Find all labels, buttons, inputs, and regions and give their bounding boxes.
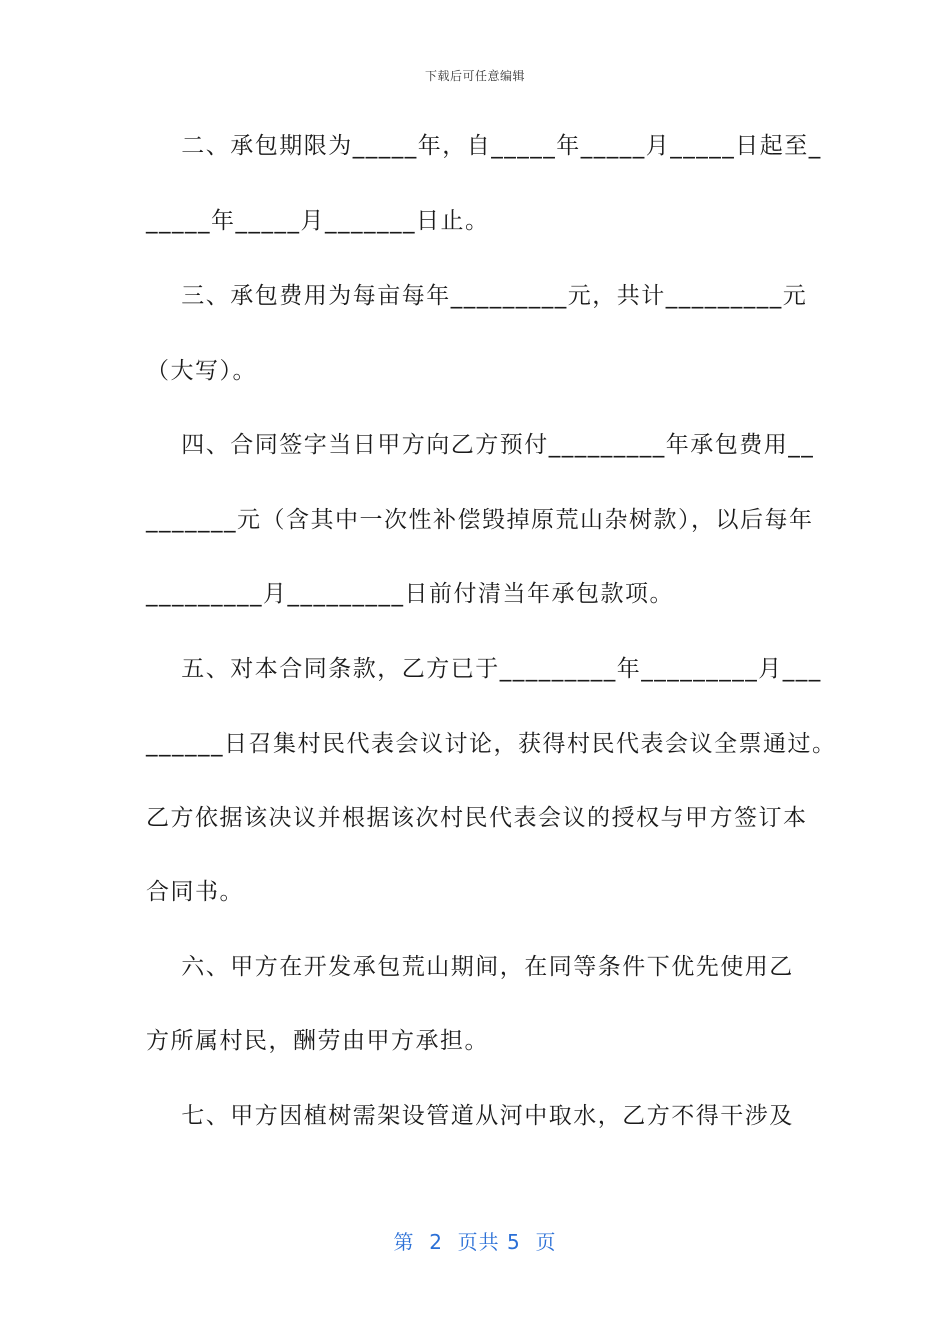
contract-clause-6-line-1: 六、甲方在开发承包荒山期间，在同等条件下优先使用乙	[146, 954, 794, 980]
contract-clause-5-line-3: 乙方依据该决议并根据该次村民代表会议的授权与甲方签订本	[146, 805, 808, 831]
contract-clause-5-line-4: 合同书。	[146, 879, 244, 905]
contract-clause-5-line-1: 五、对本合同条款，乙方已于_________年_________月___	[146, 656, 822, 682]
contract-clause-2-line-1: 二、承包期限为_____年，自_____年_____月_____日起至_	[146, 133, 822, 159]
contract-clause-2-line-2: _____年_____月_______日止。	[146, 208, 490, 234]
contract-clause-4-line-3: _________月_________日前付清当年承包款项。	[146, 581, 674, 607]
contract-clause-3-line-2: （大写）。	[146, 358, 257, 384]
contract-clause-3-line-1: 三、承包费用为每亩每年_________元，共计_________元	[146, 283, 808, 309]
contract-clause-4-line-1: 四、合同签字当日甲方向乙方预付_________年承包费用__	[146, 432, 815, 458]
page-number-footer: 第 2 页共 5 页	[393, 1230, 557, 1254]
contract-clause-4-line-2: _______元（含其中一次性补偿毁掉原荒山杂树款），以后每年	[146, 507, 814, 533]
contract-clause-6-line-2: 方所属村民，酬劳由甲方承担。	[146, 1028, 489, 1054]
contract-clause-5-line-2: ______日召集村民代表会议讨论，获得村民代表会议全票通过。	[146, 731, 837, 757]
contract-clause-7-line-1: 七、甲方因植树需架设管道从河中取水，乙方不得干涉及	[146, 1103, 794, 1129]
header-note: 下载后可任意编辑	[424, 69, 525, 83]
